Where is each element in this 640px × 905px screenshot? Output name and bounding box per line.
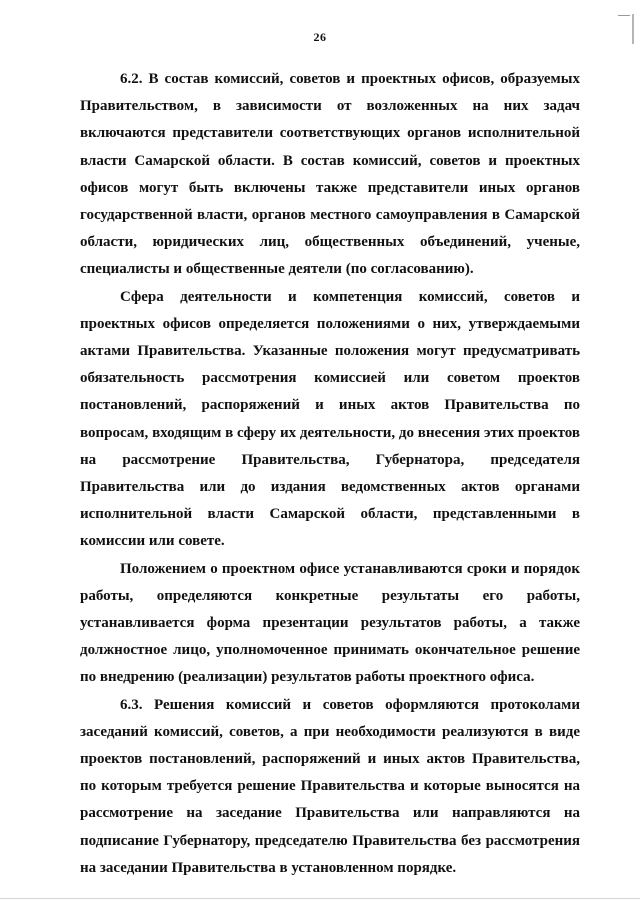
scan-dash-mark: [618, 15, 630, 16]
page-number: 26: [313, 30, 327, 44]
paragraph-6-2: 6.2. В состав комиссий, советов и проектных офисов, образуемых Правительством, в зависимости от возложенных на них задач включаются представители соответствующих органов исполнительной власти Самарской области. В состав комиссий, советов и проектных офисов могут быть включены также представители иных органов государственной власти, органов местного самоуправления в Самарской области, юридических лиц, общественных объединений, ученые, специалисты и общественные деятели (по согласованию).: [80, 71, 580, 278]
document-body: [80, 66, 580, 882]
paragraph-project-office: Положением о проектном офисе устанавливаются сроки и порядок работы, определяются конкретные результаты его работы, устанавливается форма презентации результатов работы, а также должностное лицо, уполномоченное принимать окончательное решение по внедрению (реализации) результатов работы проектного офиса.: [80, 560, 580, 686]
paragraph-scope: Сфера деятельности и компетенция комиссий, советов и проектных офисов определяется положениями о них, утверждаемыми актами Правительства. Указанные положения могут предусматривать обязательность рассмотрения комиссией или советом проектов постановлений, распоряжений и иных актов Правительства по вопросам, входящим в сферу их деятельности, до внесения этих проектов на рассмотрение Правительства, Губернатора, председателя Правительства или до издания ведомственных актов органами исполнительной власти Самарской области, представленными в комиссии или совете.: [80, 288, 580, 550]
paragraph-6-3: 6.3. Решения комиссий и советов оформляются протоколами заседаний комиссий, советов, а при необходимости реализуются в виде проектов постановлений, распоряжений и иных актов Правительства, по которым требуется решение Правительства и которые выносятся на рассмотрение на заседание Правительства или направляются на подписание Губернатору, председателю Правительства без рассмотрения на заседании Правительства в установленном порядке.: [80, 696, 580, 876]
scan-bottom-edge: [0, 898, 640, 899]
